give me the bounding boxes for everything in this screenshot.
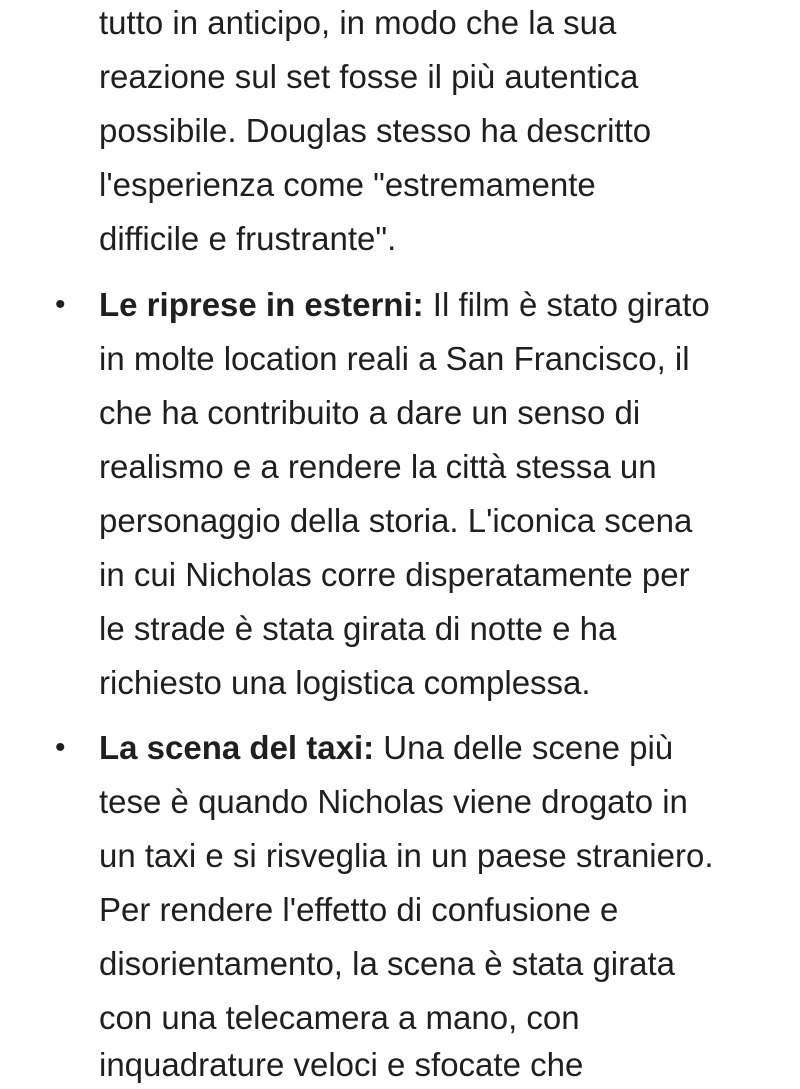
bullet-marker: •	[55, 288, 66, 321]
text-line: Per rendere l'effetto di confusione e	[99, 891, 619, 928]
text-line: possibile. Douglas stesso ha descritto	[99, 112, 652, 149]
text-line: reazione sul set fosse il più autentica	[99, 58, 639, 95]
text-line: disorientamento, la scena è stata girata	[99, 945, 676, 982]
text-line: in molte location reali a San Francisco, il	[99, 340, 690, 377]
list-item-text: Il film è stato girato	[423, 286, 710, 323]
text-line: l'esperienza come "estremamente	[99, 166, 596, 203]
list-item-text: Una delle scene più	[374, 729, 674, 766]
text-line: un taxi e si risveglia in un paese straniero.	[99, 837, 714, 874]
list-item-first-line	[99, 285, 710, 325]
text-line: difficile e frustrante".	[99, 220, 397, 257]
text-line: in cui Nicholas corre disperatamente per	[99, 556, 690, 593]
text-line: tutto in anticipo, in modo che la sua	[99, 4, 617, 41]
text-line: inquadrature veloci e sfocate che	[99, 1046, 584, 1083]
list-item-title: Le riprese in esterni:	[99, 286, 424, 323]
text-line: che ha contribuito a dare un senso di	[99, 394, 641, 431]
text-line: le strade è stata girata di notte e ha	[99, 610, 617, 647]
text-line: tese è quando Nicholas viene drogato in	[99, 783, 688, 820]
bullet-marker: •	[55, 731, 66, 764]
text-line: richiesto una logistica complessa.	[99, 664, 591, 701]
text-line: con una telecamera a mano, con	[99, 999, 580, 1036]
text-line: personaggio della storia. L'iconica scena	[99, 502, 693, 539]
list-item-first-line	[99, 728, 673, 768]
text-line: realismo e a rendere la città stessa un	[99, 448, 657, 485]
list-item-title: La scena del taxi:	[99, 729, 375, 766]
